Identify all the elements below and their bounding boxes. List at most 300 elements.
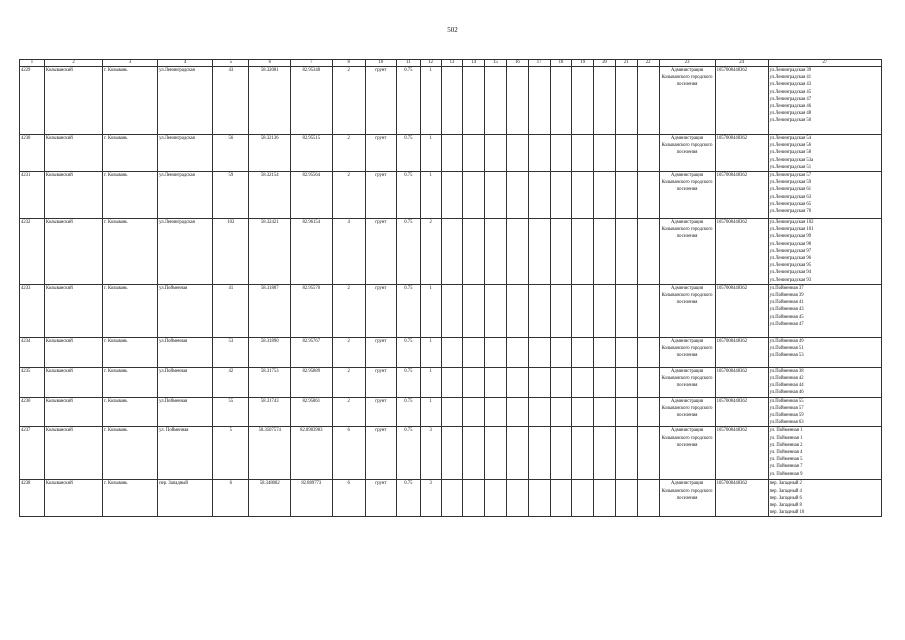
surface-cell: грунт [365, 427, 396, 480]
address-line: ул.Ленинградская 93 [769, 277, 812, 283]
empty-cell [441, 172, 463, 219]
latitude-cell: 58.32421 [249, 219, 291, 285]
empty-cell [485, 367, 507, 397]
empty-cell [528, 480, 550, 517]
column-header: 19 [572, 60, 594, 67]
empty-cell [528, 427, 550, 480]
empty-cell [615, 219, 637, 285]
column-header: 7 [291, 60, 333, 67]
empty-cell [506, 427, 528, 480]
address-line: ул.Пойменная 53 [769, 353, 804, 359]
street-cell: ул.Ленинградская [158, 172, 213, 219]
ogrn-cell: 1057008448362 [715, 337, 768, 367]
ogrn-cell: 1057008448362 [715, 284, 768, 337]
latitude-cell: 58.31753 [249, 367, 291, 397]
address-line: ул.Ленинградская 63 [769, 194, 812, 200]
empty-cell [572, 284, 594, 337]
empty-cell [637, 219, 659, 285]
col9-cell: 2 [332, 367, 365, 397]
empty-cell [463, 135, 485, 172]
col12-cell: 1 [420, 397, 441, 427]
district-cell: Колыванский [44, 172, 102, 219]
addresses-cell [768, 427, 881, 480]
latitude-cell: 58.31743 [249, 397, 291, 427]
administration-cell: Администрация Колыванского городского поселения [659, 172, 715, 219]
empty-cell [485, 480, 507, 517]
longitude-cell: 82.889773 [291, 480, 333, 517]
address-line: ул. Пойменная 1 [769, 428, 803, 434]
col9-cell: 6 [332, 427, 365, 480]
empty-cell [637, 397, 659, 427]
empty-cell [463, 67, 485, 135]
empty-cell [572, 480, 594, 517]
number-cell: 59 [213, 172, 249, 219]
latitude-cell: 58.32136 [249, 135, 291, 172]
column-header: 10 [365, 60, 396, 67]
column-header: 24 [715, 60, 768, 67]
street-cell: ул.Ленинградская [158, 135, 213, 172]
address-line: ул.Ленинградская 57 [769, 173, 812, 179]
empty-cell [550, 427, 572, 480]
empty-cell [572, 367, 594, 397]
empty-cell [485, 427, 507, 480]
number-cell: 102 [213, 219, 249, 285]
address-line: ул. Пойменная 9 [769, 471, 803, 477]
district-cell: Колыванский [44, 219, 102, 285]
record-id: 4238 [20, 480, 45, 517]
empty-cell [550, 135, 572, 172]
address-line: ул.Пойменная 59 [769, 413, 804, 419]
longitude-cell: 82.8903983 [291, 427, 333, 480]
page-number: 502 [447, 26, 458, 34]
table-row [20, 427, 882, 480]
address-line: ул.Пойменная 39 [769, 293, 804, 299]
empty-cell [441, 337, 463, 367]
empty-cell [594, 427, 616, 480]
empty-cell [528, 172, 550, 219]
empty-cell [572, 135, 594, 172]
address-line: ул.Пойменная 57 [769, 405, 804, 411]
address-line: ул.Пойменная 47 [769, 321, 804, 327]
empty-cell [572, 427, 594, 480]
empty-cell [528, 367, 550, 397]
administration-cell: Администрация Колыванского городского поселения [659, 367, 715, 397]
empty-cell [637, 67, 659, 135]
address-line: ул.Ленинградская 97 [769, 248, 812, 254]
empty-cell [550, 367, 572, 397]
column-header: 6 [249, 60, 291, 67]
column-header: 27 [768, 60, 881, 67]
record-id: 4235 [20, 367, 45, 397]
col9-cell: 2 [332, 172, 365, 219]
column-header: 2 [44, 60, 102, 67]
record-id: 4236 [20, 397, 45, 427]
empty-cell [463, 284, 485, 337]
column-header: 20 [594, 60, 616, 67]
street-cell: ул. Пойменная [158, 427, 213, 480]
administration-cell: Администрация Колыванского городского поселения [659, 219, 715, 285]
empty-cell [550, 337, 572, 367]
record-id: 4237 [20, 427, 45, 480]
empty-cell [463, 219, 485, 285]
column-header: 8 [332, 60, 365, 67]
empty-cell [506, 284, 528, 337]
address-line: ул.Пойменная 45 [769, 314, 804, 320]
empty-cell [594, 67, 616, 135]
address-line: ул.Пойменная 43 [769, 307, 804, 313]
empty-cell [637, 337, 659, 367]
empty-cell [506, 480, 528, 517]
col12-cell: 3 [420, 480, 441, 517]
street-cell: ул.Ленинградская [158, 67, 213, 135]
empty-cell [506, 337, 528, 367]
col9-cell: 2 [332, 284, 365, 337]
record-id: 4230 [20, 135, 45, 172]
empty-cell [637, 367, 659, 397]
address-line: ул.Пойменная 44 [769, 383, 804, 389]
empty-cell [615, 367, 637, 397]
empty-cell [594, 135, 616, 172]
address-line: ул.Ленинградская 47 [769, 96, 812, 102]
empty-cell [550, 284, 572, 337]
number-cell: 56 [213, 135, 249, 172]
addresses-cell [768, 284, 881, 337]
street-cell: ул.Пойменная [158, 397, 213, 427]
empty-cell [637, 427, 659, 480]
number-cell: 53 [213, 337, 249, 367]
empty-cell [594, 397, 616, 427]
number-cell: 5 [213, 427, 249, 480]
empty-cell [485, 67, 507, 135]
administration-cell: Администрация Колыванского городского поселения [659, 67, 715, 135]
empty-cell [572, 397, 594, 427]
address-line: ул.Ленинградская 101 [769, 227, 814, 233]
table-row [20, 367, 882, 397]
col11-cell: 0.75 [396, 397, 420, 427]
empty-cell [572, 219, 594, 285]
street-cell: ул.Пойменная [158, 337, 213, 367]
town-cell: г. Колывань [103, 367, 158, 397]
column-header: 16 [506, 60, 528, 67]
empty-cell [441, 367, 463, 397]
town-cell: г. Колывань [103, 397, 158, 427]
address-line: ул.Ленинградская 41 [769, 75, 812, 81]
address-line: ул.Ленинградская 94 [769, 270, 812, 276]
addresses-cell [768, 337, 881, 367]
ogrn-cell: 1057008448362 [715, 367, 768, 397]
address-line: пер. Западный 2 [769, 481, 802, 487]
street-cell: ул.Ленинградская [158, 219, 213, 285]
empty-cell [615, 135, 637, 172]
col12-cell: 1 [420, 367, 441, 397]
column-header: 17 [528, 60, 550, 67]
table-row [20, 397, 882, 427]
col12-cell: 1 [420, 337, 441, 367]
empty-cell [594, 284, 616, 337]
col12-cell: 1 [420, 135, 441, 172]
ogrn-cell: 1057008448362 [715, 172, 768, 219]
header-row [20, 60, 882, 67]
ogrn-cell: 1057008448362 [715, 67, 768, 135]
address-line: ул.Пойменная 37 [769, 285, 804, 291]
column-header: 15 [485, 60, 507, 67]
col9-cell: 2 [332, 135, 365, 172]
district-cell: Колыванский [44, 367, 102, 397]
town-cell: г. Колывань [103, 337, 158, 367]
number-cell: 6 [213, 480, 249, 517]
col12-cell: 1 [420, 172, 441, 219]
latitude-cell: 58.31890 [249, 337, 291, 367]
column-header: 23 [659, 60, 715, 67]
empty-cell [441, 284, 463, 337]
empty-cell [463, 337, 485, 367]
district-cell: Колыванский [44, 397, 102, 427]
longitude-cell: 82.95348 [291, 67, 333, 135]
column-header: 21 [615, 60, 637, 67]
empty-cell [528, 67, 550, 135]
number-cell: 42 [213, 367, 249, 397]
administration-cell: Администрация Колыванского городского поселения [659, 397, 715, 427]
district-cell: Колыванский [44, 337, 102, 367]
address-line: ул.Ленинградская 65 [769, 201, 812, 207]
address-line: ул. Пойменная 2 [769, 442, 803, 448]
address-line: пер. Западный 4 [769, 488, 802, 494]
empty-cell [637, 135, 659, 172]
column-header: 18 [550, 60, 572, 67]
longitude-cell: 82.95889 [291, 367, 333, 397]
empty-cell [441, 427, 463, 480]
table-row [20, 135, 882, 172]
latitude-cell: 58.32081 [249, 67, 291, 135]
latitude-cell: 58.348082 [249, 480, 291, 517]
number-cell: 55 [213, 397, 249, 427]
empty-cell [485, 219, 507, 285]
longitude-cell: 82.95515 [291, 135, 333, 172]
address-line: ул.Ленинградская 43 [769, 82, 812, 88]
empty-cell [528, 219, 550, 285]
address-line: ул. Пойменная 4 [769, 450, 803, 456]
col9-cell: 2 [332, 337, 365, 367]
address-line: ул.Ленинградская 61 [769, 187, 812, 193]
town-cell: г. Колывань [103, 135, 158, 172]
longitude-cell: 82.95767 [291, 337, 333, 367]
empty-cell [441, 480, 463, 517]
empty-cell [441, 219, 463, 285]
empty-cell [463, 397, 485, 427]
column-header: 22 [637, 60, 659, 67]
addresses-cell [768, 480, 881, 517]
town-cell: г. Колывань [103, 172, 158, 219]
number-cell: 43 [213, 67, 249, 135]
address-line: ул.Ленинградская 98 [769, 241, 812, 247]
surface-cell: грунт [365, 219, 396, 285]
column-header: 13 [441, 60, 463, 67]
district-cell: Колыванский [44, 135, 102, 172]
empty-cell [594, 480, 616, 517]
empty-cell [528, 337, 550, 367]
address-line: ул.Ленинградская 46 [769, 104, 812, 110]
empty-cell [615, 284, 637, 337]
empty-cell [637, 480, 659, 517]
empty-cell [506, 397, 528, 427]
longitude-cell: 82.96154 [291, 219, 333, 285]
address-line: ул.Пойменная 46 [769, 390, 804, 396]
empty-cell [615, 337, 637, 367]
col11-cell: 0.75 [396, 284, 420, 337]
empty-cell [528, 135, 550, 172]
column-header: 4 [158, 60, 213, 67]
ogrn-cell: 1057008448362 [715, 427, 768, 480]
surface-cell: грунт [365, 480, 396, 517]
col9-cell: 2 [332, 397, 365, 427]
col11-cell: 0.75 [396, 219, 420, 285]
empty-cell [572, 172, 594, 219]
address-line: ул. Пойменная 5 [769, 457, 803, 463]
column-header: 3 [103, 60, 158, 67]
address-line: ул.Пойменная 51 [769, 346, 804, 352]
district-cell: Колыванский [44, 480, 102, 517]
empty-cell [506, 135, 528, 172]
ogrn-cell: 1057008448362 [715, 135, 768, 172]
address-line: ул.Ленинградская 59 [769, 180, 812, 186]
town-cell: г. Колывань [103, 67, 158, 135]
empty-cell [615, 67, 637, 135]
address-line: ул.Пойменная 38 [769, 368, 804, 374]
address-line: ул.Ленинградская 58 [769, 150, 812, 156]
column-header: 1 [20, 60, 45, 67]
address-line: пер. Западный 10 [769, 510, 805, 516]
col9-cell: 4 [332, 219, 365, 285]
col11-cell: 0.75 [396, 172, 420, 219]
longitude-cell: 82.95861 [291, 397, 333, 427]
surface-cell: грунт [365, 284, 396, 337]
address-line: ул.Ленинградская 99 [769, 234, 812, 240]
surface-cell: грунт [365, 172, 396, 219]
empty-cell [550, 172, 572, 219]
ogrn-cell: 1057008448362 [715, 219, 768, 285]
address-line: пер. Западный 6 [769, 495, 802, 501]
address-line: ул.Ленинградская 70 [769, 209, 812, 215]
column-header: 14 [463, 60, 485, 67]
col12-cell: 2 [420, 219, 441, 285]
surface-cell: грунт [365, 67, 396, 135]
table-row [20, 219, 882, 285]
latitude-cell: 58.3507574 [249, 427, 291, 480]
addresses-cell [768, 135, 881, 172]
empty-cell [615, 172, 637, 219]
surface-cell: грунт [365, 337, 396, 367]
longitude-cell: 82.95570 [291, 284, 333, 337]
empty-cell [441, 135, 463, 172]
address-line: ул.Ленинградская 56 [769, 143, 812, 149]
empty-cell [528, 284, 550, 337]
empty-cell [528, 397, 550, 427]
address-line: ул. Пойменная 1 [769, 435, 803, 441]
town-cell: г. Колывань [103, 480, 158, 517]
address-line: ул. Пойменная 7 [769, 464, 803, 470]
district-cell: Колыванский [44, 67, 102, 135]
address-line: ул.Ленинградская 48 [769, 111, 812, 117]
administration-cell: Администрация Колыванского городского поселения [659, 135, 715, 172]
latitude-cell: 58.32154 [249, 172, 291, 219]
street-cell: ул.Пойменная [158, 367, 213, 397]
empty-cell [550, 480, 572, 517]
record-id: 4232 [20, 219, 45, 285]
empty-cell [441, 397, 463, 427]
address-line: ул.Ленинградская 53а [769, 157, 814, 163]
address-line: ул.Пойменная 49 [769, 338, 804, 344]
empty-cell [485, 397, 507, 427]
empty-cell [550, 67, 572, 135]
col11-cell: 0.75 [396, 337, 420, 367]
address-line: ул.Пойменная 41 [769, 300, 804, 306]
table-row [20, 67, 882, 135]
empty-cell [615, 427, 637, 480]
street-cell: ул.Пойменная [158, 284, 213, 337]
address-line: ул.Ленинградская 54 [769, 136, 812, 141]
empty-cell [463, 480, 485, 517]
col11-cell: 0.75 [396, 427, 420, 480]
empty-cell [506, 67, 528, 135]
empty-cell [572, 337, 594, 367]
address-line: пер. Западный 8 [769, 503, 802, 509]
address-line: ул.Ленинградская 95 [769, 263, 812, 269]
surface-cell: грунт [365, 367, 396, 397]
empty-cell [594, 367, 616, 397]
address-line: ул.Пойменная 63 [769, 420, 804, 426]
street-cell: пер. Западный [158, 480, 213, 517]
addresses-cell [768, 367, 881, 397]
col12-cell: 1 [420, 284, 441, 337]
empty-cell [572, 67, 594, 135]
empty-cell [615, 480, 637, 517]
administration-cell: Администрация Колыванского городского поселения [659, 284, 715, 337]
empty-cell [637, 172, 659, 219]
table-row [20, 480, 882, 517]
town-cell: г. Колывань [103, 284, 158, 337]
town-cell: г. Колывань [103, 427, 158, 480]
column-header: 5 [213, 60, 249, 67]
empty-cell [485, 135, 507, 172]
col9-cell: 6 [332, 480, 365, 517]
administration-cell: Администрация Колыванского городского поселения [659, 427, 715, 480]
col11-cell: 0.75 [396, 480, 420, 517]
table-row [20, 284, 882, 337]
addresses-cell [768, 397, 881, 427]
table-row [20, 337, 882, 367]
address-line: ул.Ленинградская 51 [769, 164, 812, 170]
empty-cell [550, 397, 572, 427]
addresses-cell [768, 67, 881, 135]
latitude-cell: 58.31887 [249, 284, 291, 337]
table-row [20, 172, 882, 219]
empty-cell [463, 367, 485, 397]
column-header: 12 [420, 60, 441, 67]
ogrn-cell: 1057008448362 [715, 397, 768, 427]
empty-cell [594, 219, 616, 285]
ogrn-cell: 1057008448362 [715, 480, 768, 517]
number-cell: 41 [213, 284, 249, 337]
surface-cell: грунт [365, 135, 396, 172]
empty-cell [506, 367, 528, 397]
administration-cell: Администрация Колыванского городского поселения [659, 480, 715, 517]
surface-cell: грунт [365, 397, 396, 427]
empty-cell [463, 427, 485, 480]
district-cell: Колыванский [44, 284, 102, 337]
registry-table [19, 59, 882, 517]
empty-cell [506, 172, 528, 219]
record-id: 4231 [20, 172, 45, 219]
